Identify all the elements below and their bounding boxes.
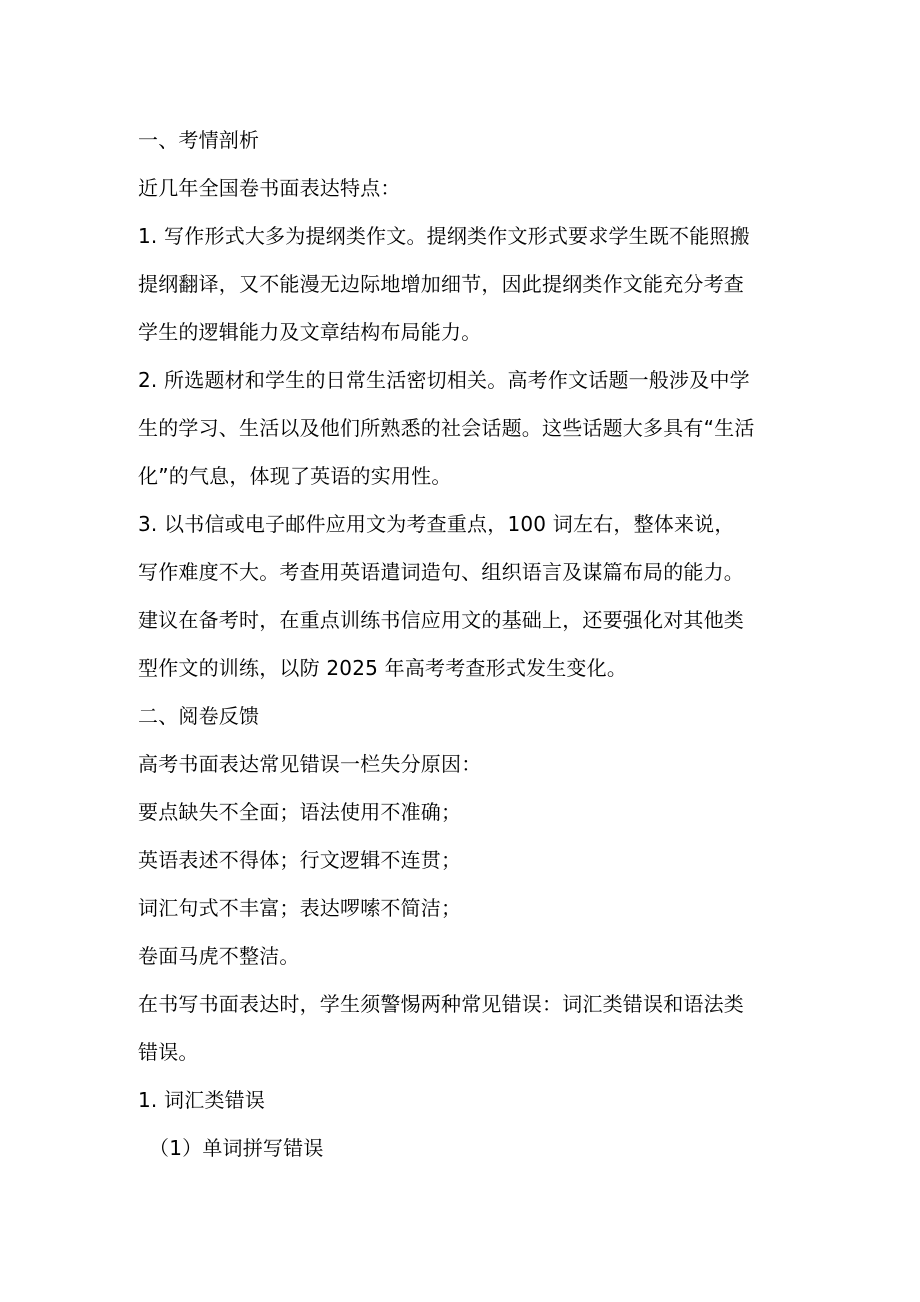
paragraph-line: 3. 以书信或电子邮件应用文为考查重点，100 词左右，整体来说， bbox=[138, 512, 735, 536]
paragraph-line: 2. 所选题材和学生的日常生活密切相关。高考作文话题一般涉及中学 bbox=[138, 368, 750, 392]
subsection-heading-spelling-errors: （1）单词拼写错误 bbox=[149, 1136, 324, 1160]
paragraph-line: 提纲翻译，又不能漫无边际地增加细节，因此提纲类作文能充分考查 bbox=[138, 272, 744, 296]
document-body bbox=[138, 116, 788, 1172]
paragraph-line: 化”的气息，体现了英语的实用性。 bbox=[138, 464, 452, 488]
paragraph-line: 建议在备考时，在重点训练书信应用文的基础上，还要强化对其他类 bbox=[138, 608, 744, 632]
section-heading-analysis: 一、考情剖析 bbox=[138, 128, 260, 152]
section-heading-feedback: 二、阅卷反馈 bbox=[138, 704, 260, 728]
paragraph-line: 词汇句式不丰富；表达啰嗦不简洁； bbox=[138, 896, 462, 920]
paragraph-line: 近几年全国卷书面表达特点： bbox=[138, 176, 401, 200]
paragraph-line: 1. 写作形式大多为提纲类作文。提纲类作文形式要求学生既不能照搬 bbox=[138, 224, 750, 248]
paragraph-line: 学生的逻辑能力及文章结构布局能力。 bbox=[138, 320, 482, 344]
paragraph-line: 要点缺失不全面；语法使用不准确； bbox=[138, 800, 462, 824]
paragraph-line: 英语表述不得体；行文逻辑不连贯； bbox=[138, 848, 462, 872]
paragraph-line: 在书写书面表达时，学生须警惕两种常见错误：词汇类错误和语法类 bbox=[138, 992, 744, 1016]
paragraph-line: 高考书面表达常见错误一栏失分原因： bbox=[138, 752, 482, 776]
subsection-heading-vocabulary-errors: 1. 词汇类错误 bbox=[138, 1088, 266, 1112]
paragraph-line: 生的学习、生活以及他们所熟悉的社会话题。这些话题大多具有“生活 bbox=[138, 416, 755, 440]
paragraph-line: 卷面马虎不整洁。 bbox=[138, 944, 300, 968]
paragraph-line: 型作文的训练，以防 2025 年高考考查形式发生变化。 bbox=[138, 656, 628, 680]
paragraph-line: 写作难度不大。考查用英语遣词造句、组织语言及谋篇布局的能力。 bbox=[138, 560, 744, 584]
paragraph-line: 错误。 bbox=[138, 1040, 199, 1064]
